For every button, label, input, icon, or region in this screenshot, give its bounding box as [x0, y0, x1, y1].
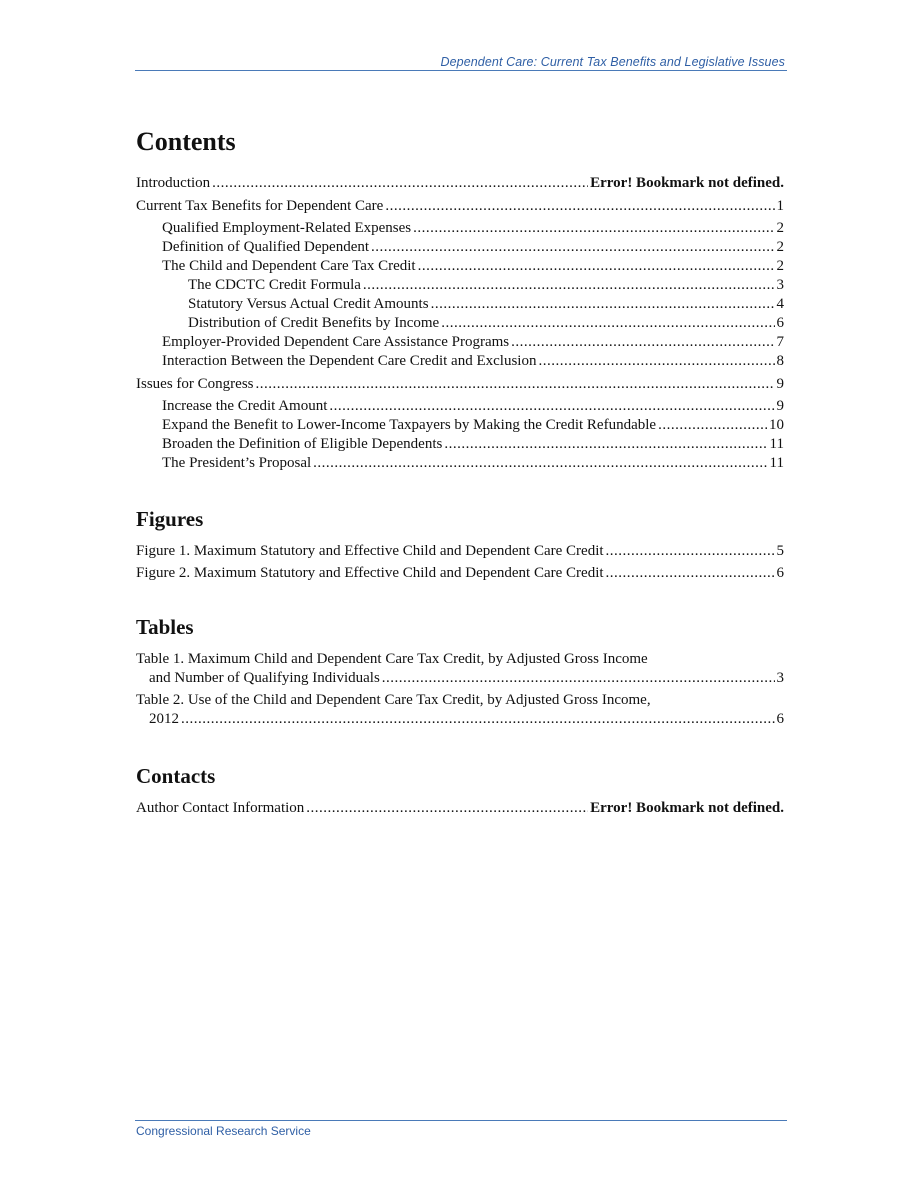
dot-leader [181, 710, 775, 729]
dot-leader [413, 219, 774, 238]
dot-leader [431, 295, 775, 314]
toc-entry-page: 7 [776, 334, 784, 350]
toc-entry-title: The Child and Dependent Care Tax Credit [162, 258, 416, 274]
toc-entry-page: 1 [776, 198, 784, 214]
toc-entry-presidents-proposal[interactable] [136, 454, 784, 473]
toc-entry-cdctc[interactable] [136, 257, 784, 276]
toc-entry-title: Interaction Between the Dependent Care Credit and Exclusion [162, 353, 537, 369]
toc-entry-page: 6 [776, 711, 784, 727]
dot-leader [256, 375, 775, 394]
dot-leader [511, 333, 774, 352]
toc-entry-page: 3 [776, 670, 784, 686]
dot-leader [363, 276, 775, 295]
toc-entry-page: 6 [776, 315, 784, 331]
dot-leader [606, 542, 775, 561]
table-entry-line2: and Number of Qualifying Individuals [149, 670, 380, 686]
dot-leader [329, 397, 774, 416]
table-entry-line1: Table 2. Use of the Child and Dependent Care Tax Credit, by Adjusted Gross Income, [136, 692, 651, 708]
dot-leader [371, 238, 774, 257]
toc-entry-page: 2 [776, 239, 784, 255]
toc-entry-introduction[interactable] [136, 174, 784, 193]
toc-entry-page: 9 [776, 398, 784, 414]
dot-leader [418, 257, 775, 276]
dot-leader [444, 435, 767, 454]
toc-entry-page: 8 [776, 353, 784, 369]
dot-leader [658, 416, 767, 435]
toc-entry-title: Figure 2. Maximum Statutory and Effective Child and Dependent Care Credit [136, 565, 604, 581]
dot-leader [606, 564, 775, 583]
toc-entry-page: 10 [769, 417, 784, 433]
toc-entry-title: Expand the Benefit to Lower-Income Taxpayers by Making the Credit Refundable [162, 417, 657, 433]
figures-heading: Figures [136, 507, 204, 531]
toc-entry-title: Qualified Employment-Related Expenses [162, 220, 412, 236]
running-header [135, 54, 787, 71]
table-entry-line1: Table 1. Maximum Child and Dependent Care Tax Credit, by Adjusted Gross Income [136, 651, 648, 667]
running-footer [135, 1120, 787, 1138]
footer-text: Congressional Research Service [136, 1124, 311, 1138]
toc-entry-issues[interactable] [136, 375, 784, 394]
toc-entry-page: 11 [769, 436, 784, 452]
toc-entry-title: The President’s Proposal [162, 455, 312, 471]
toc-entry-page: 4 [776, 296, 784, 312]
toc-entry-increase-credit[interactable] [136, 397, 784, 416]
toc-entry-title: Author Contact Information [136, 800, 305, 816]
toc-entry-title: Statutory Versus Actual Credit Amounts [188, 296, 429, 312]
dot-leader [306, 799, 588, 818]
dot-leader [441, 314, 774, 333]
toc-entry-page: 3 [776, 277, 784, 293]
figure-entry-2[interactable] [136, 564, 784, 583]
toc-entry-title: Current Tax Benefits for Dependent Care [136, 198, 384, 214]
toc-entry-interaction[interactable] [136, 352, 784, 371]
toc-entry-page: Error! Bookmark not defined. [590, 800, 784, 816]
dot-leader [385, 197, 774, 216]
dot-leader [538, 352, 774, 371]
figure-entry-1[interactable] [136, 542, 784, 561]
toc-entry-page: 5 [776, 543, 784, 559]
toc-entry-title: The CDCTC Credit Formula [188, 277, 361, 293]
dot-leader [382, 669, 775, 688]
toc-entry-page: 11 [769, 455, 784, 471]
toc-entry-title: Employer-Provided Dependent Care Assistance Programs [162, 334, 510, 350]
table-entry-1[interactable] [136, 650, 784, 688]
toc-entry-page: 2 [776, 220, 784, 236]
toc-entry-title: Introduction [136, 175, 211, 191]
toc-entry-page: 2 [776, 258, 784, 274]
table-entry-line2: 2012 [149, 711, 179, 727]
toc-entry-page: 9 [776, 376, 784, 392]
toc-entry-qualified-expenses[interactable] [136, 219, 784, 238]
toc-entry-qualified-dependent[interactable] [136, 238, 784, 257]
toc-entry-distribution[interactable] [136, 314, 784, 333]
toc-entry-current-tax-benefits[interactable] [136, 197, 784, 216]
toc-entry-title: Increase the Credit Amount [162, 398, 328, 414]
toc-entry-title: Figure 1. Maximum Statutory and Effective Child and Dependent Care Credit [136, 543, 604, 559]
toc-entry-page: 6 [776, 565, 784, 581]
table-entry-2[interactable] [136, 691, 784, 729]
figures-section [136, 506, 784, 583]
table-of-contents [136, 126, 784, 818]
toc-entry-eligible-dependents[interactable] [136, 435, 784, 454]
contacts-section [136, 763, 784, 818]
tables-heading: Tables [136, 615, 194, 639]
toc-entry-refundable[interactable] [136, 416, 784, 435]
toc-entry-employer-programs[interactable] [136, 333, 784, 352]
contact-entry-author[interactable] [136, 799, 784, 818]
toc-entry-page: Error! Bookmark not defined. [590, 175, 784, 191]
toc-entry-title: Distribution of Credit Benefits by Income [188, 315, 440, 331]
toc-entry-title: Broaden the Definition of Eligible Dependents [162, 436, 443, 452]
toc-entry-title: Definition of Qualified Dependent [162, 239, 370, 255]
contacts-heading: Contacts [136, 764, 216, 788]
toc-entry-credit-formula[interactable] [136, 276, 784, 295]
table-entry-line2-row [136, 669, 784, 688]
header-title: Dependent Care: Current Tax Benefits and Legislative Issues [440, 55, 785, 69]
dot-leader [212, 174, 588, 193]
toc-entry-statutory-vs-actual[interactable] [136, 295, 784, 314]
contents-heading: Contents [136, 127, 236, 156]
table-entry-line2-row [136, 710, 784, 729]
toc-entry-title: Issues for Congress [136, 376, 254, 392]
dot-leader [313, 454, 767, 473]
tables-section [136, 614, 784, 729]
